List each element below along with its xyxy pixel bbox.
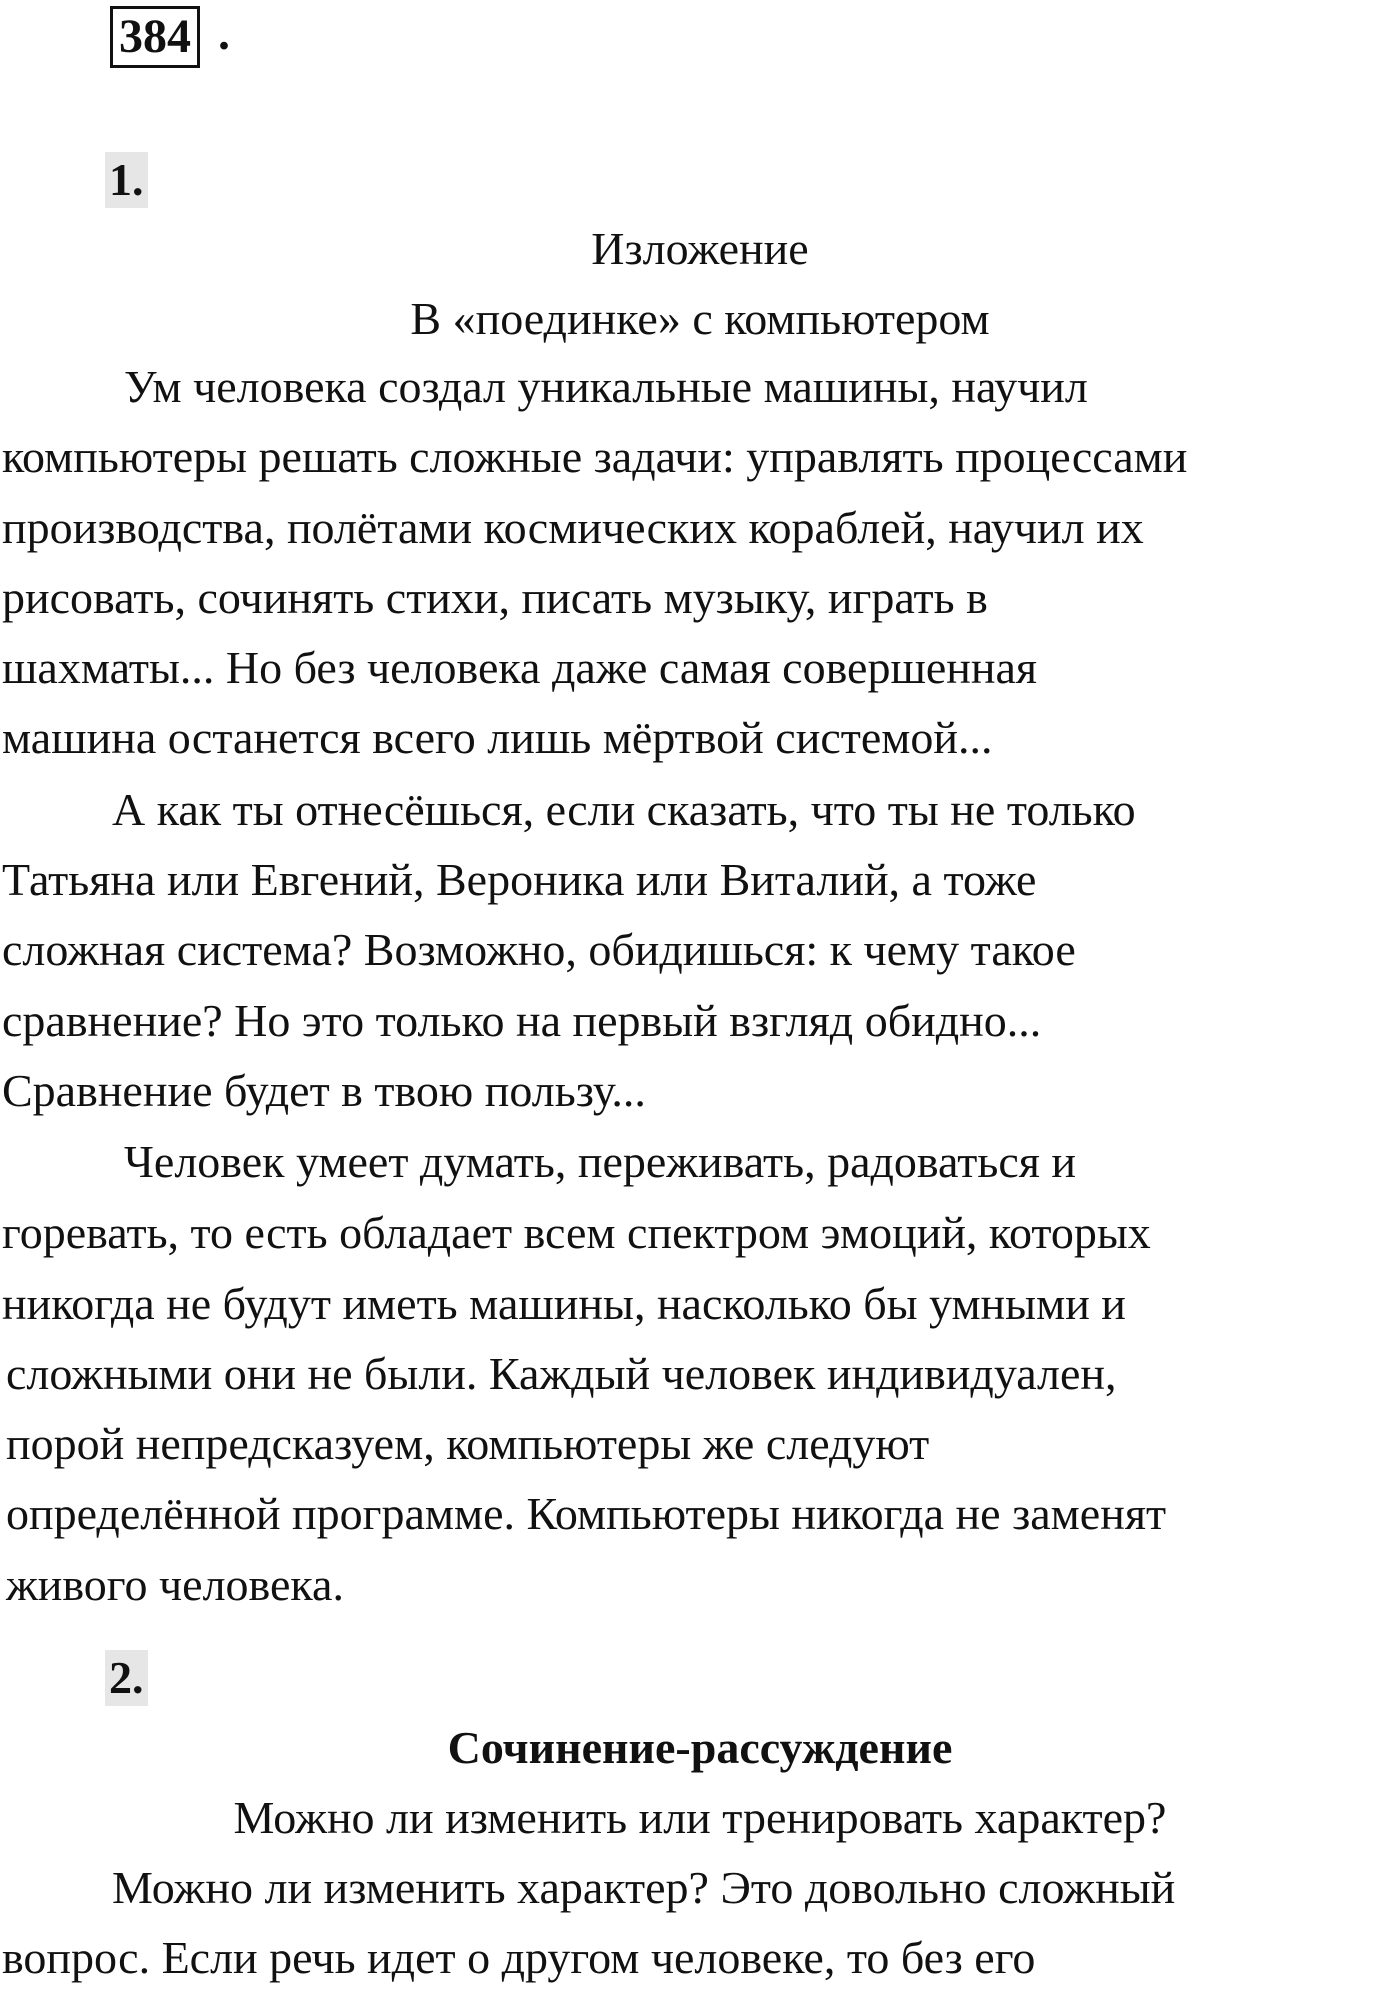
task-number-box: 384	[110, 6, 200, 68]
essay-1-subtitle: В «поединке» с компьютером	[410, 293, 990, 344]
essay-1-line: Сравнение будет в твою пользу...	[2, 1065, 646, 1116]
essay-2-line: вопрос. Если речь идет о другом человеке, то без его	[2, 1932, 1036, 1983]
essay-2-title: Сочинение-рассуждение	[447, 1722, 953, 1773]
essay-1-line: сложными они не были. Каждый человек индивидуален,	[6, 1348, 1117, 1399]
essay-1-line: Человек умеет думать, переживать, радоваться и	[124, 1136, 1077, 1187]
essay-1-line: горевать, то есть обладает всем спектром эмоций, которых	[2, 1207, 1151, 1258]
essay-1-line: А как ты отнесёшься, если сказать, что ты не только	[112, 784, 1136, 835]
essay-1-line: определённой программе. Компьютеры никогда не заменят	[6, 1488, 1167, 1539]
part-2-label: 2.	[105, 1650, 148, 1706]
task-number-dot: .	[218, 7, 230, 60]
essay-1-line: машина останется всего лишь мёртвой системой...	[2, 712, 993, 763]
essay-1-line: Татьяна или Евгений, Вероника или Виталий, а тоже	[2, 854, 1037, 905]
essay-1-line: сложная система? Возможно, обидишься: к чему такое	[2, 924, 1076, 975]
essay-1-line: шахматы... Но без человека даже самая совершенная	[2, 642, 1038, 693]
essay-1-line: сравнение? Но это только на первый взгляд обидно...	[2, 995, 1042, 1046]
essay-2-line: Можно ли изменить характер? Это довольно сложный	[112, 1862, 1176, 1913]
essay-1-line: порой непредсказуем, компьютеры же следуют	[6, 1418, 930, 1469]
essay-1-title: Изложение	[591, 223, 809, 274]
essay-1-line: Ум человека создал уникальные машины, научил	[124, 361, 1088, 412]
essay-1-line: живого человека.	[6, 1559, 344, 1610]
essay-1-line: производства, полётами космических кораблей, научил их	[2, 502, 1144, 553]
essay-1-line: компьютеры решать сложные задачи: управлять процессами	[2, 431, 1188, 482]
essay-1-line: рисовать, сочинять стихи, писать музыку, играть в	[2, 572, 988, 623]
essay-2-subtitle: Можно ли изменить или тренировать характер?	[233, 1792, 1167, 1843]
essay-1-line: никогда не будут иметь машины, насколько бы умными и	[2, 1278, 1126, 1329]
part-1-label: 1.	[105, 152, 148, 208]
